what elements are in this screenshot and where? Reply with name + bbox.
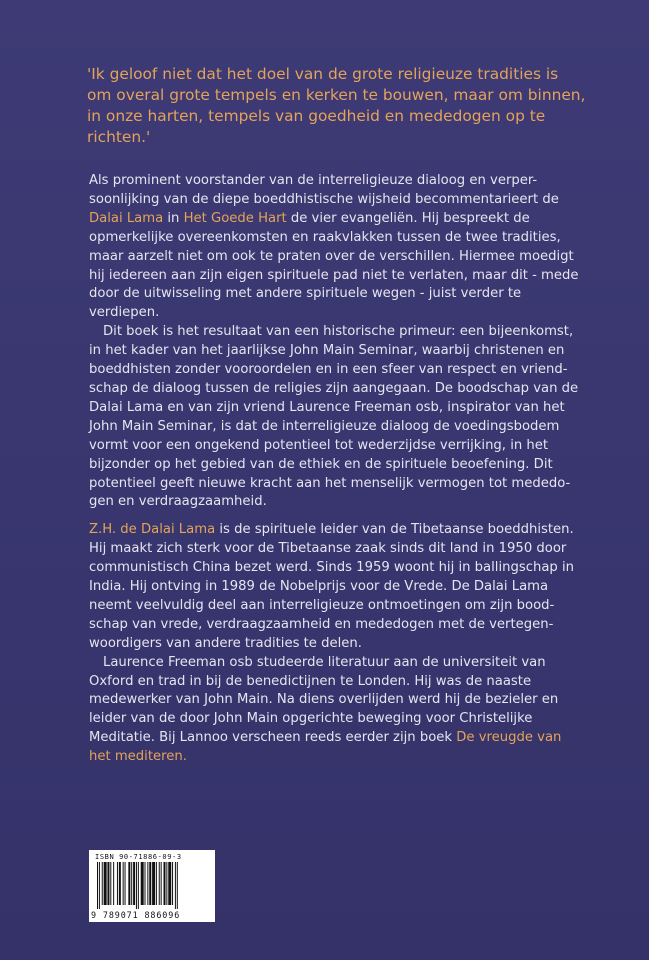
text-line: hij iedereen aan zijn eigen spirituele pad niet te verlaten, maar dit - mede: [89, 267, 579, 283]
quote-line: in onze harten, tempels van goedheid en mededogen op te: [87, 107, 546, 125]
text-fragment: de vier evangeliën. Hij bespreekt de: [286, 210, 530, 226]
text-line: Als prominent voorstander van de interreligieuze dialoog en verper-: [89, 173, 538, 188]
barcode-bar: [175, 862, 176, 909]
barcode-label: [89, 850, 215, 922]
ean-digits: 9 789071 886096: [91, 910, 181, 920]
barcode-bar: [147, 862, 148, 905]
text-line: India. Hij ontving in 1989 de Nobelprijs voor de Vrede. De Dalai Lama: [89, 579, 549, 595]
barcode-bar: [119, 862, 121, 905]
text-line: Laurence Freeman osb studeerde literatuur aan de universiteit van: [103, 654, 546, 670]
text-line: [89, 729, 629, 748]
isbn-text: ISBN 90-71886-09-3: [95, 853, 182, 861]
blurb: [89, 172, 629, 767]
barcode-bar: [102, 862, 103, 905]
barcode-bar: [133, 862, 135, 905]
barcode-bar: [172, 862, 173, 905]
text-line: schap van vrede, verdraagzaamheid en mededogen met de vertegen-: [89, 616, 554, 632]
text-line: door de uitwisseling met andere spirituele wegen - juist verder te: [89, 286, 522, 302]
text-line: Hij maakt zich sterk voor de Tibetaanse zaak sinds dit land in 1950 door: [89, 541, 567, 557]
text-line: soonlijking van de diepe boeddhistische wijsheid becommentarieert de: [89, 191, 559, 207]
text-line: opmerkelijke overeenkomsten en raakvlakken tussen de twee tradities,: [89, 229, 561, 245]
book-title: het mediteren.: [89, 749, 187, 765]
text-fragment: in: [163, 210, 184, 226]
text-line: maar aarzelt niet om ook te praten over de verschillen. Hiermee moedigt: [89, 248, 574, 264]
barcode-bar: [136, 862, 137, 909]
text-line: communistisch China bezet werd. Sinds 1959 woont hij in ballingschap in: [89, 560, 574, 576]
book-title: De vreugde van: [456, 730, 562, 746]
text-line: in het kader van het jaarlijkse John Main Seminar, waarbij christenen en: [89, 343, 565, 359]
text-line: boeddhisten zonder vooroordelen en in een sfeer van respect en vriend-: [89, 362, 568, 378]
barcode-bar: [104, 862, 107, 905]
paragraph-gap: [89, 512, 629, 521]
barcode-bar: [149, 862, 151, 905]
barcode-bar: [123, 862, 124, 905]
barcode-bar: [141, 862, 144, 905]
barcode-bar: [152, 862, 155, 905]
barcode-bar: [138, 862, 139, 909]
book-title: Het Goede Hart: [183, 210, 287, 226]
barcode-bar: [168, 862, 171, 905]
text-line: potentieel geeft nieuwe kracht aan het menselijk vermogen tot mededo-: [89, 475, 571, 491]
barcode-bar: [156, 862, 157, 905]
text-line: medewerker van John Main. Na diens overlijden werd hij de bezieler en: [89, 692, 559, 708]
barcode-bar: [159, 862, 160, 905]
text-line: John Main Seminar, is dat de interreligieuze dialoog de voedingsbodem: [89, 418, 560, 434]
text-fragment: is de spirituele leider van de Tibetaanse boeddhisten.: [215, 522, 574, 538]
author-name: Z.H. de Dalai Lama: [89, 522, 216, 538]
barcode-bar: [117, 862, 118, 905]
pull-quote: [87, 64, 627, 148]
barcode-bar: [128, 862, 130, 905]
quote-line: richten.': [87, 128, 151, 146]
text-line: Dalai Lama en van zijn vriend Laurence Freeman osb, inspirator van het: [89, 399, 565, 415]
text-line: neemt veelvuldig deel aan interreligieuze ontmoetingen om zijn bood-: [89, 597, 555, 613]
barcode-bar: [131, 862, 132, 905]
text-line: bijzonder op het gebied van de ethiek en de spirituele beoefening. Dit: [89, 456, 553, 472]
text-fragment: Meditatie. Bij Lannoo verscheen reeds eerder zijn boek: [89, 730, 457, 746]
barcode-bar: [164, 862, 166, 905]
text-line: gen en verdraagzaamheid.: [89, 494, 267, 510]
text-line: Dit boek is het resultaat van een historische primeur: een bijeenkomst,: [103, 324, 574, 340]
text-line: leider van de door John Main opgerichte beweging voor Christelijke: [89, 711, 533, 727]
text-line: vormt voor een ongekend potentieel tot wederzijdse verrijking, in het: [89, 437, 549, 453]
text-line: verdiepen.: [89, 305, 160, 321]
text-line: woordigers van andere tradities te delen.: [89, 635, 362, 651]
barcode-bar: [99, 862, 100, 909]
text-line: Oxford en trad in bij de benedictijnen te Londen. Hij was de naaste: [89, 673, 532, 689]
text-line: [89, 521, 629, 540]
quote-line: om overal grote tempels en kerken te bouwen, maar om binnen,: [87, 86, 586, 104]
author-name: Dalai Lama: [89, 210, 164, 226]
barcode-bar: [110, 862, 111, 905]
text-line: [89, 210, 629, 229]
barcode-bar: [161, 862, 162, 905]
text-line: schap de dialoog tussen de religies zijn aangegaan. De boodschap van de: [89, 380, 579, 396]
barcode-bar: [107, 862, 109, 905]
quote-line: 'Ik geloof niet dat het doel van de grote religieuze tradities is: [87, 65, 559, 83]
barcode-bar: [113, 862, 114, 905]
barcode-bar: [177, 862, 178, 909]
barcode-bar: [145, 862, 146, 905]
barcode-icon: [95, 862, 209, 909]
barcode-bar: [125, 862, 126, 905]
barcode-bar: [166, 862, 167, 905]
barcode-bar: [97, 862, 98, 909]
